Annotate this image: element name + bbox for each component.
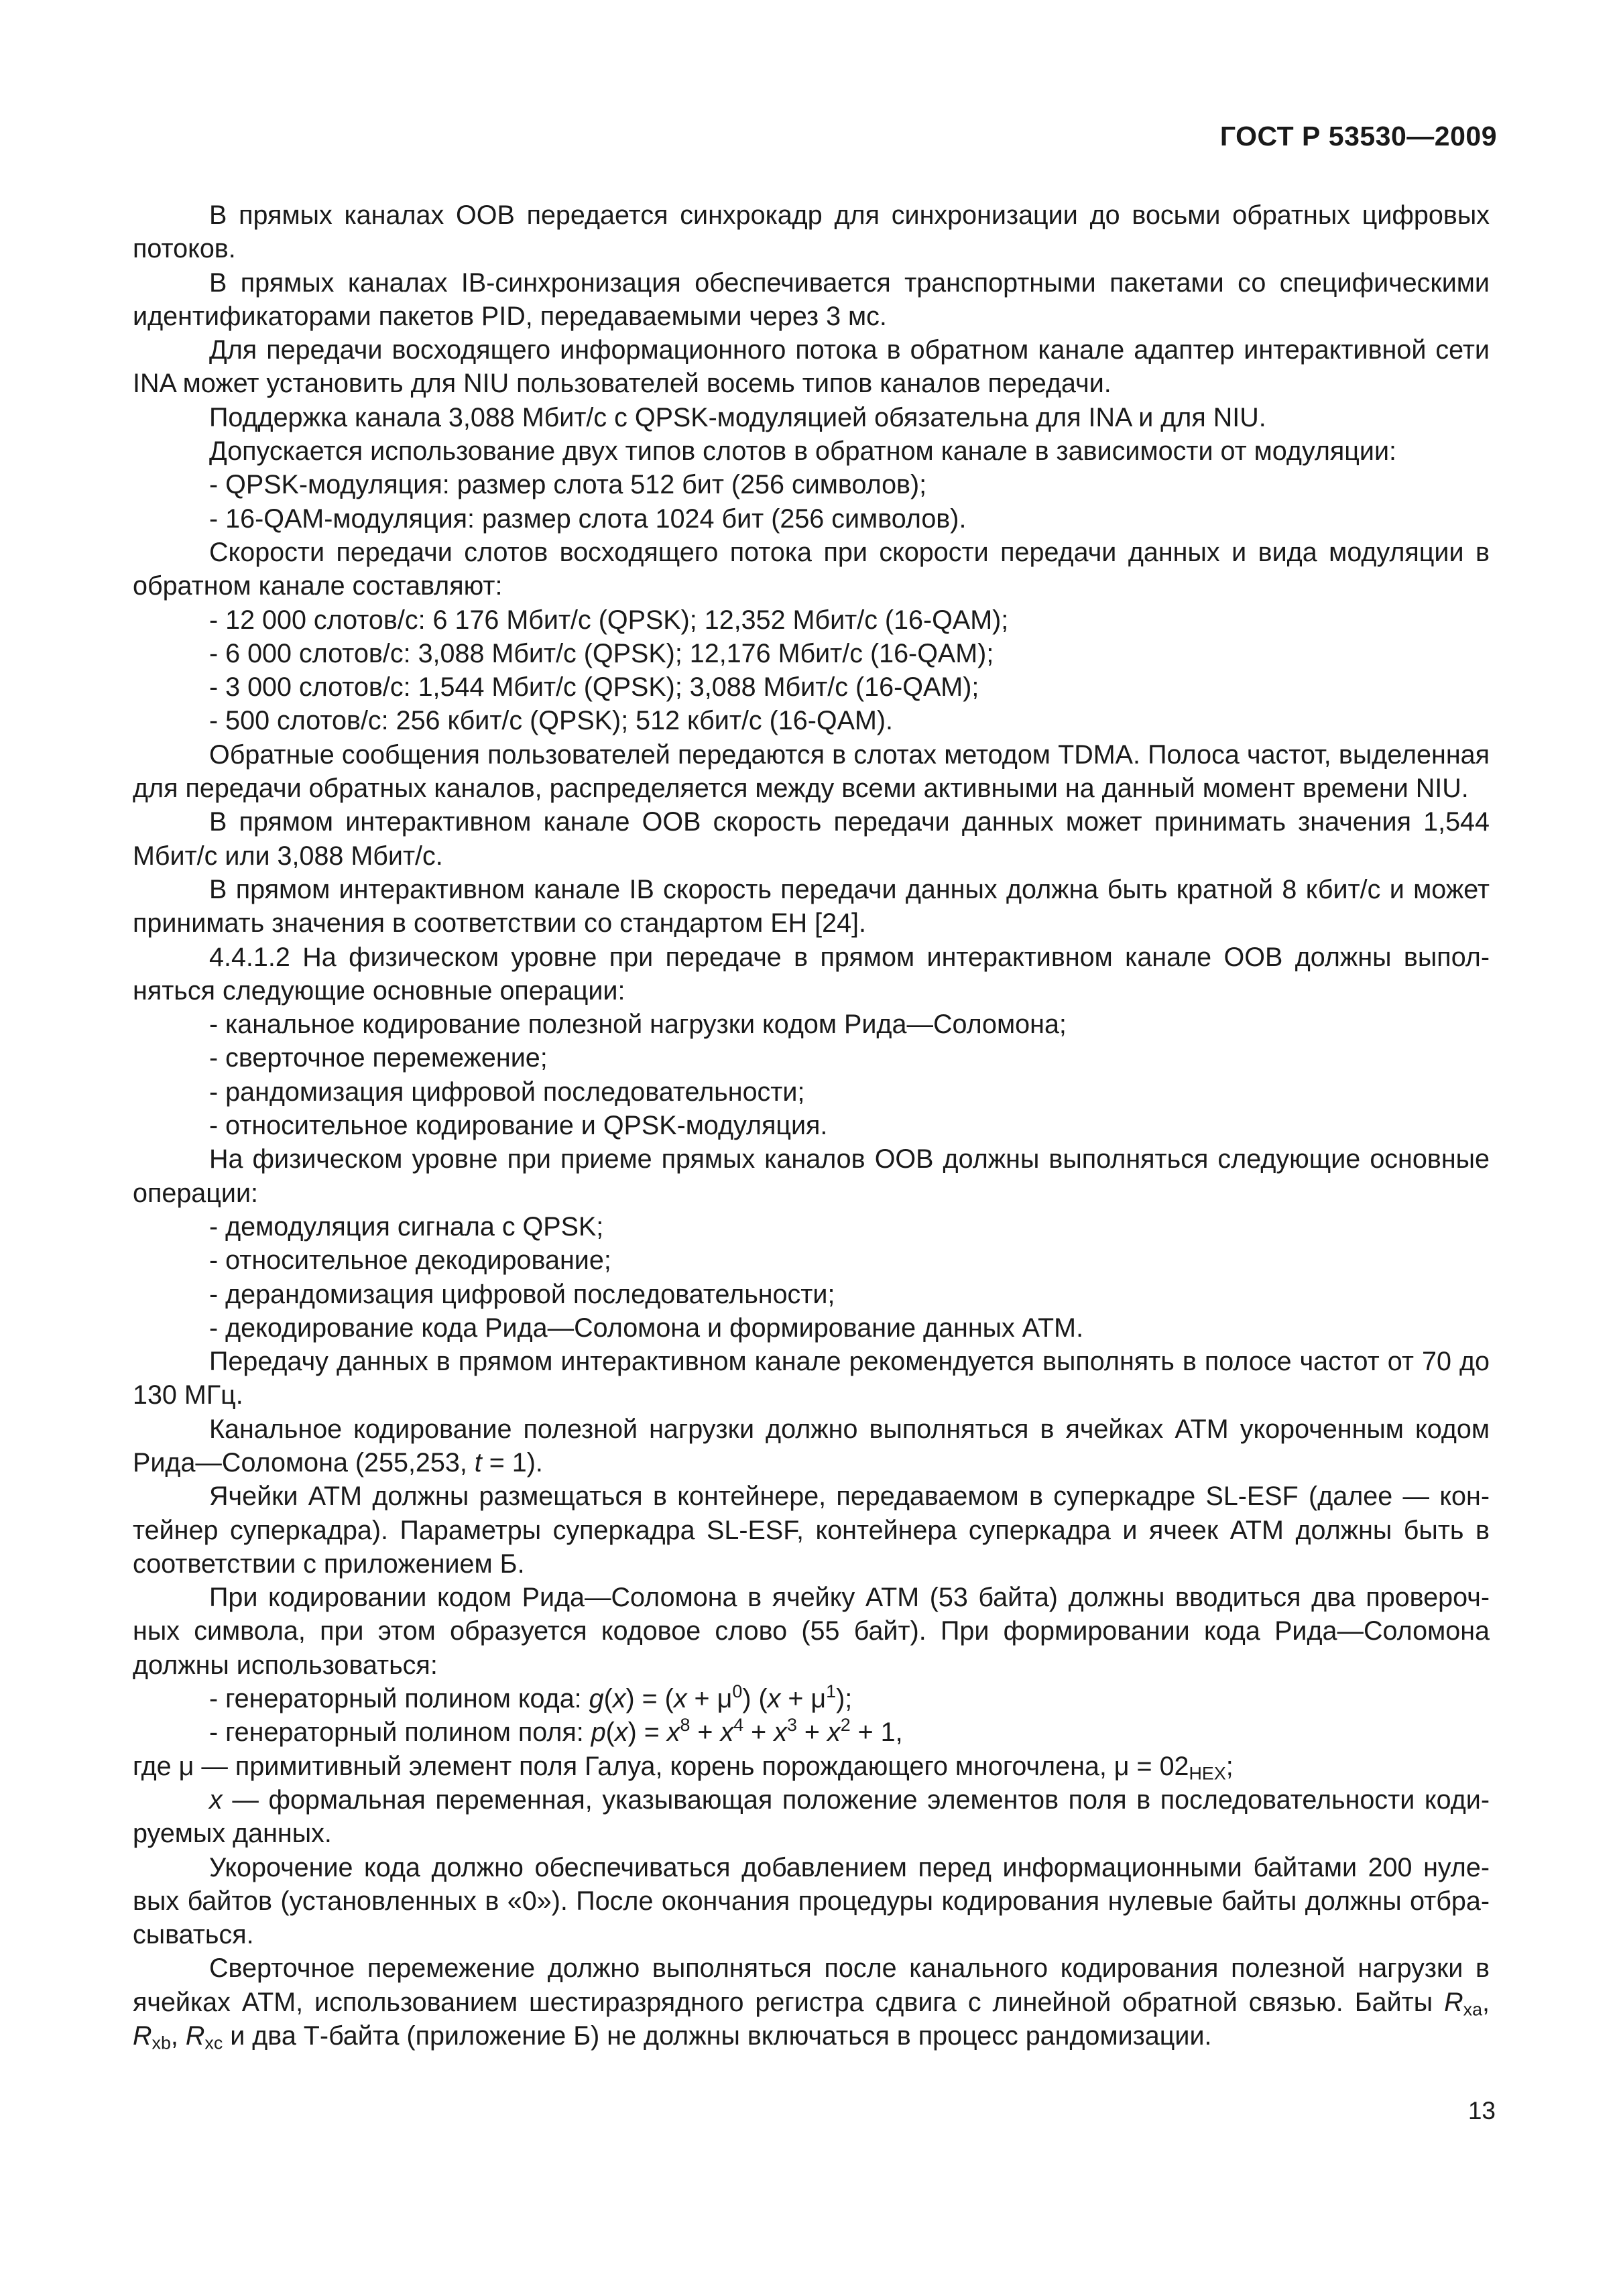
paragraph-p25: - декодирование кода Рида—Соломона и формирование данных АТМ.	[209, 1313, 1084, 1343]
paragraph-p4: Поддержка канала 3,088 Мбит/с с QPSK-модуляцией обязательна для INA и для NIU.	[209, 402, 1266, 432]
paragraph-p16: 4.4.1.2 На физическом уровне при передаче в прямом интерактивном канале ООВ должны выполняться следующие основные операции:	[133, 942, 1490, 1006]
paragraph-p2: В прямых каналах IB-синхронизация обеспечивается транспортными пакетами со специфическими идентификаторами пакетов PID, передаваемыми через 3 мс.	[133, 267, 1490, 331]
page-number: 13	[1467, 2097, 1496, 2124]
paragraph-p31: - генераторный полином поля: $p(x) = x^8 + x^4 + x^3 + x^2 + 1$,	[209, 1715, 903, 1748]
paragraph-p34: Укорочение кода должно обеспечиваться добавлением перед информационными байтами 200 нулевых байтов (установленных в «0»). После окончания процедуры кодирования нулевые байты должны отбрасываться.	[133, 1852, 1490, 1950]
paragraph-p21: На физическом уровне при приеме прямых каналов ООВ должны выполняться следующие основные операции:	[133, 1144, 1490, 1208]
paragraph-p13: Обратные сообщения пользователей передаются в слотах методом TDMA. Полоса частот, выделенная для передачи обратных каналов, распределяется между всеми активными на данный момент времени NIU.	[133, 739, 1490, 804]
paragraph-p33: x — формальная переменная, указывающая положение элементов поля в последовательности кодируемых данных.	[133, 1785, 1490, 1849]
paragraph-p18: - сверточное перемежение;	[209, 1043, 548, 1073]
paragraph-p8: Скорости передачи слотов восходящего потока при скорости передачи данных и вида модуляции в обратном канале составляют:	[133, 537, 1490, 601]
body-text	[133, 198, 1490, 2053]
paragraph-p27: Канальное кодирование полезной нагрузки должно выполняться в ячейках АТМ укороченным кодом Рида—Соломона (255,253, t = 1).	[133, 1414, 1490, 1477]
paragraph-p11: - 3 000 слотов/с: 1,544 Мбит/с (QPSK); 3,088 Мбит/с (16-QAM);	[209, 672, 979, 703]
paragraph-p35: Сверточное перемежение должно выполняться после канального кодирования полезной нагрузки в ячейках АТМ, использованием шестиразрядного регистра сдвига с линейной обратной связью. Байты $R_{xa}$, $R_{xb}$, $R_{xc}$ и два Т-байта (приложение Б) не должны включаться в процесс рандомизации.	[133, 1953, 1490, 2053]
paragraph-p17: - канальное кодирование полезной нагрузки кодом Рида—Соломона;	[209, 1010, 1067, 1040]
paragraph-p3: Для передачи восходящего информационного потока в обратном канале адаптер интерактивной сети INA может установить для NIU пользователей восемь типов каналов передачи.	[133, 335, 1490, 399]
paragraph-p15: В прямом интерактивном канале IB скорость передачи данных должна быть кратной 8 кбит/с и может принимать значения в соответствии со стандартом ЕН [24].	[133, 874, 1490, 939]
paragraph-p29: При кодировании кодом Рида—Соломона в ячейку АТМ (53 байта) должны вводиться два проверочных символа, при этом образуется кодовое слово (55 байт). При формировании кода Рида—Соломона должны использоваться:	[133, 1583, 1490, 1680]
paragraph-p26: Передачу данных в прямом интерактивном канале рекомендуется выполнять в полосе частот от 70 до 130 МГц.	[133, 1347, 1490, 1410]
paragraph-p5: Допускается использование двух типов слотов в обратном канале в зависимости от модуляции:	[209, 436, 1397, 467]
paragraph-p1: В прямых каналах ООВ передается синхрокадр для синхронизации до восьми обратных цифровых потоков.	[133, 200, 1490, 264]
paragraph-p28: Ячейки АТМ должны размещаться в контейнере, передаваемом в суперкадре SL-ESF (далее — контейнер суперкадра). Параметры суперкадра SL-ESF, контейнера суперкадра и ячеек АТМ должны быть в соответствии с приложением Б.	[133, 1482, 1490, 1579]
paragraph-p9: - 12 000 слотов/с: 6 176 Мбит/с (QPSK); 12,352 Мбит/с (16-QAM);	[209, 605, 1009, 635]
paragraph-p7: - 16-QAM-модуляция: размер слота 1024 бит (256 символов).	[209, 503, 967, 534]
paragraph-p14: В прямом интерактивном канале ООВ скорость передачи данных может принимать значения 1,544 Мбит/с или 3,088 Мбит/с.	[133, 807, 1490, 871]
paragraph-p30: - генераторный полином кода: $g(x) = (x + \mu^0)$ $(x + \mu^1)$;	[209, 1681, 853, 1714]
paragraph-p20: - относительное кодирование и QPSK-модуляция.	[209, 1111, 828, 1141]
paragraph-p23: - относительное декодирование;	[209, 1246, 611, 1276]
paragraph-p12: - 500 слотов/с: 256 кбит/с (QPSK); 512 кбит/с (16-QAM).	[209, 706, 893, 736]
paragraph-p32: где μ — примитивный элемент поля Галуа, корень порождающего многочлена, $\mu = 02_{HEX}$;	[133, 1751, 1234, 1784]
paragraph-p6: - QPSK-модуляция: размер слота 512 бит (256 символов);	[209, 470, 927, 500]
standard-header: ГОСТ Р 53530—2009	[1219, 121, 1497, 152]
paragraph-p24: - дерандомизация цифровой последовательности;	[209, 1279, 835, 1309]
paragraph-p22: - демодуляция сигнала с QPSK;	[209, 1211, 604, 1242]
paragraph-p19: - рандомизация цифровой последовательности;	[209, 1077, 805, 1107]
paragraph-p10: - 6 000 слотов/с: 3,088 Мбит/с (QPSK); 12,176 Мбит/с (16-QAM);	[209, 638, 994, 668]
